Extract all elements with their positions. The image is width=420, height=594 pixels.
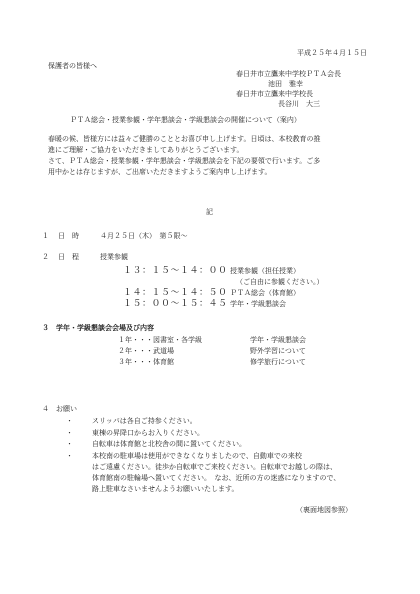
para1-line2: 進にご理解・ご協力をいただきましてありがとうございます。 bbox=[48, 146, 244, 154]
schedule-event-2: ＰＴＡ総会（体育館） bbox=[230, 289, 300, 297]
para2-line2: 用中かとは存じますが、ご出席いただきますようご案内申し上げます。 bbox=[48, 168, 272, 176]
sender-org-1: 春日井市立鷹来中学校ＰＴＡ会長 bbox=[236, 70, 341, 78]
para1-line1: 春暖の候、皆様方には益々ご健勝のこととお喜び申し上げます。日頃は、本校教育の推 bbox=[48, 135, 321, 143]
ki-heading: 記 bbox=[206, 208, 213, 216]
schedule-event-3: 学年・学級懇談会 bbox=[230, 300, 286, 308]
schedule-event-1-note: （ご自由に参観ください。） bbox=[236, 278, 324, 286]
request-item-4-line2: はご遠慮ください。徒歩か自転車でご来校ください。自転車でお越しの際は、 bbox=[92, 463, 337, 471]
section1-label: 日 時 bbox=[58, 232, 79, 240]
document-title: ＰＴＡ総会・授業参観・学年懇談会・学級懇談会の開催について（案内） bbox=[70, 116, 301, 124]
venue-place-1: １年・・・図書室・各学級 bbox=[118, 336, 202, 344]
request-item-1: スリッパは各自ご持参ください。 bbox=[92, 417, 197, 425]
para2-line1: さて、ＰＴＡ総会・授業参観・学年懇談会・学級懇談会を下記の要領で行います。ご多 bbox=[48, 157, 321, 165]
map-reference-note: （裏面地図参照） bbox=[296, 506, 352, 514]
venue-place-3: ３年・・・体育館 bbox=[118, 358, 174, 366]
section1-value: ４月２５日（木） 第５限～ bbox=[100, 232, 188, 240]
sender-name-1: 池田 雅幸 bbox=[268, 80, 303, 88]
section2-subtitle: 授業参観 bbox=[100, 253, 128, 261]
venue-content-2: 野外学習について bbox=[250, 347, 306, 355]
bullet-4: ・ bbox=[66, 452, 73, 460]
section2-label: 日 程 bbox=[58, 253, 79, 261]
section2-num: ２ bbox=[42, 253, 49, 261]
section1-num: １ bbox=[42, 232, 49, 240]
addressee: 保護者の皆様へ bbox=[48, 62, 97, 70]
schedule-event-1: 授業参観（担任授業） bbox=[230, 267, 300, 275]
request-item-4-line3: 体育館南の駐輪場へ置いてください。 なお、近所の方の迷惑になりますので、 bbox=[92, 474, 341, 482]
bullet-3: ・ bbox=[66, 440, 73, 448]
request-item-3: 自転車は体育館と北校舎の間に置いてください。 bbox=[92, 440, 246, 448]
schedule-time-2: １４：１５～１４：５０ bbox=[123, 288, 228, 298]
section3-heading: ３ 学年・学級懇談会会場及び内容 bbox=[42, 324, 154, 332]
bullet-2: ・ bbox=[66, 429, 73, 437]
venue-content-3: 修学旅行について bbox=[250, 358, 306, 366]
bullet-1: ・ bbox=[66, 417, 73, 425]
venue-content-1: 学年・学級懇談会 bbox=[250, 336, 306, 344]
date: 平成２５年４月１５日 bbox=[297, 49, 367, 57]
request-item-4-line1: 本校南の駐車場は使用ができなくなりましたので、自動車での来校 bbox=[92, 452, 302, 460]
request-item-4-line4: 路上駐車なさいませんようお願いいたします。 bbox=[92, 485, 239, 493]
venue-place-2: ２年・・・武道場 bbox=[118, 347, 174, 355]
schedule-time-3: １５：００～１５：４５ bbox=[123, 299, 228, 309]
sender-name-2: 長谷川 大三 bbox=[278, 100, 320, 108]
request-item-2: 東棟の昇降口からお入りください。 bbox=[92, 429, 204, 437]
sender-org-2: 春日井市立鷹来中学校長 bbox=[236, 90, 313, 98]
schedule-time-1: １３：１５～１４：００ bbox=[123, 266, 228, 276]
section4-heading: ４ お願い bbox=[42, 405, 77, 413]
